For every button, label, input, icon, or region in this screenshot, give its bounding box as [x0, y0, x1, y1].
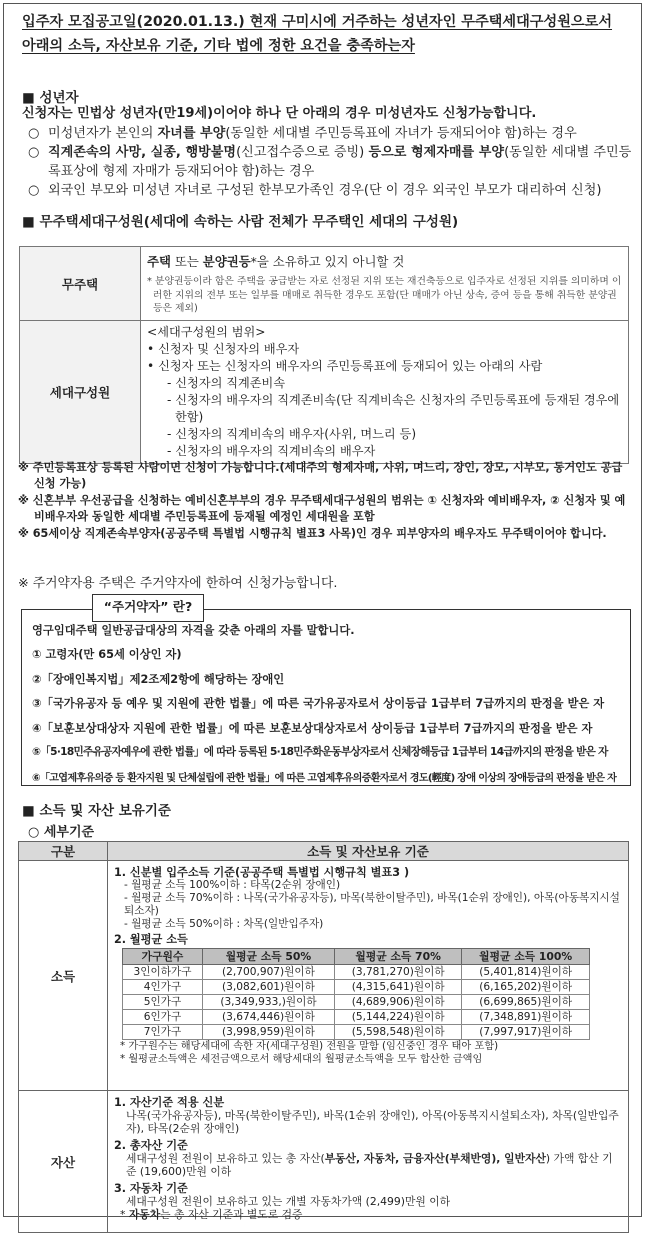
col-criteria-header: 소득 및 자산보유 기준 [108, 842, 629, 861]
eligibility-notes [18, 460, 632, 543]
nohouse-main-d: *을 소유하고 있지 아니할 것 [250, 254, 405, 269]
elderly-item: ① 고령자(만 65세 이상인 자) [32, 648, 182, 661]
income-table-cell: 7인가구 [123, 1025, 203, 1040]
nohouse-footnote: * 분양권등이라 함은 주택을 공급받는 자로 선정된 지위 또는 재건축등으로 입주자로 선정된 지위를 의미하며 이러한 지위의 전부 또는 일부를 매매로 취득한 경우도 포함(단 매매가 아닌 상속, 증여 등을 통해 취득한 분양권등은 제외) [147, 276, 622, 314]
condition-text-part: 자녀를 부양 [157, 126, 226, 141]
monthly-income-title: 2. 월평균 소득 [114, 933, 188, 946]
income-table-cell: (6,699,865)원이하 [462, 995, 590, 1010]
income-table-cell: (5,401,814)원이하 [462, 965, 590, 980]
asset-s2-c: ) 가액 합산 기준 (19,600)만원 이하 [126, 1152, 613, 1178]
circle-marker: ○ [28, 126, 40, 141]
circle-marker: ○ [28, 145, 40, 160]
income-table-header: 월평균 소득 100% [462, 949, 590, 965]
income-table-cell: (2,700,907)원이하 [202, 965, 334, 980]
asset-s2-a: 세대구성원 전원이 보유하고 있는 총 자산( [126, 1152, 325, 1165]
adult-condition-item [28, 124, 632, 143]
income-note: * 가구원수는 해당세대에 속한 자(세대구성원) 전원을 말함 (임신중인 경우 태아 포함) [120, 1041, 499, 1052]
household-scope-line: • 신청자 및 신청자의 배우자 [147, 342, 300, 356]
intro-paragraph [22, 10, 632, 58]
monthly-income-table [122, 948, 590, 1040]
income-table-cell: (6,165,202)원이하 [462, 980, 590, 995]
income-table-row [123, 995, 590, 1010]
income-criteria-line: - 월평균 소득 50%이하 : 차목(일반입주자) [124, 918, 324, 930]
condition-text-part: 외국인 부모와 미성년 자녀로 구성된 한부모가족인 경우(단 이 경우 외국인 부모가 대리하여 신청) [48, 183, 602, 198]
adult-condition-item [28, 143, 632, 181]
income-table-header: 월평균 소득 70% [334, 949, 461, 965]
income-table-cell: (3,349,933,)원이하 [202, 995, 334, 1010]
household-scope-line: - 신청자의 직계비속의 배우자(사위, 며느리 등) [167, 427, 417, 441]
nohouse-row-label: 무주택 [20, 247, 141, 321]
monthly-income-header-row [123, 949, 590, 965]
condition-text-part: (신고접수증으로 증빙) [236, 145, 369, 160]
income-table-header: 가구원수 [123, 949, 203, 965]
eligibility-note: ※ 주민등록표상 등록된 사람이면 신청이 가능합니다.(세대주의 형제자매, 사위, 며느리, 장인, 장모, 시부모, 동거인도 공급신청 가능) [18, 461, 623, 490]
elderly-item: ④「보훈보상대상자 지원에 관한 법률」에 따른 보훈보상대상자로서 상이등급 1급부터 7급까지의 판정을 받은 자 [32, 721, 593, 735]
condition-text-part: 등으로 형제자매를 부양 [368, 145, 505, 160]
income-table-cell: (3,781,270)원이하 [334, 965, 461, 980]
adult-conditions-list [28, 124, 632, 200]
income-table-row [123, 1010, 590, 1025]
eligibility-note: ※ 65세이상 직계존속부양자(공공주택 특별법 시행규칙 별표3 사목)인 경우 피부양자의 배우자도 무주택이어야 합니다. [18, 527, 607, 540]
income-table-cell: (3,674,446)원이하 [202, 1010, 334, 1025]
asset-s3-note-a: * [120, 1208, 129, 1221]
income-criteria-title: 1. 신분별 입주소득 기준(공공주택 특별법 시행규칙 별표3 ) [114, 866, 410, 879]
income-table-row [123, 965, 590, 980]
nohouse-main-a: 주택 [147, 254, 171, 269]
adult-section-header: ■ 성년자 [22, 90, 79, 106]
asset-s2-b: 부동산, 자동차, 금융자산(부채반영), 일반자산 [324, 1152, 546, 1165]
income-table-cell: (3,998,959)원이하 [202, 1025, 334, 1040]
elderly-box-lead: 영구임대주택 일반공급대상의 자격을 갖춘 아래의 자를 말합니다. [32, 624, 355, 637]
nohouse-row-content [141, 247, 629, 321]
income-criteria-line: - 월평균 소득 70%이하 : 나목(국가유공자등), 마목(북한이탈주민), 바목(1순위 장애인), 아목(아동복지시설퇴소자) [124, 892, 620, 917]
income-row-label: 소득 [19, 861, 108, 1091]
income-table-cell: (4,689,906)원이하 [334, 995, 461, 1010]
col-category-header: 구분 [19, 842, 108, 861]
asset-s3-note-b: 자동차 [128, 1208, 161, 1221]
income-table-header: 월평균 소득 50% [202, 949, 334, 965]
household-row-label: 세대구성원 [20, 321, 141, 464]
income-table-cell: 3인이하가구 [123, 965, 203, 980]
condition-text-part: (동일한 세대별 주민등록표상에 형제 자매가 등재되어야 함)하는 경우 [48, 145, 632, 179]
asset-row-content [108, 1091, 629, 1233]
asset-s2-title: 2. 총자산 기준 [114, 1139, 188, 1152]
asset-s1-body: 나목(국가유공자등), 마목(북한이탈주민), 바목(1순위 장애인), 아목(아동복지시설퇴소자), 차목(일반입주자), 타목(2순위 장애인) [126, 1109, 619, 1135]
elderly-note: ※ 주거약자용 주택은 주거약자에 한하여 신청가능합니다. [18, 576, 338, 591]
condition-text-part: 직계존속의 사망, 실종, 행방불명 [48, 145, 237, 160]
nohouse-section-header: ■ 무주택세대구성원(세대에 속하는 사람 전체가 무주택인 세대의 구성원) [22, 214, 459, 230]
adult-condition-item [28, 181, 632, 200]
asset-s1-title: 1. 자산기준 적용 신분 [114, 1096, 225, 1109]
eligibility-note: ※ 신혼부부 우선공급을 신청하는 예비신혼부부의 경우 무주택세대구성원의 범위는 ① 신청자와 예비배우자, ② 신청자 및 예비배우자와 동일한 세대별 주민등록표에 등재될 예정인 세대원을 포함 [18, 494, 626, 523]
elderly-item: ⑤「5·18민주유공자예우에 관한 법률」에 따라 등록된 5·18민주화운동부상자로서 신체장해등급 1급부터 14급까지의 판정을 받은 자 [32, 746, 608, 758]
intro-line-1: 입주자 모집공고일(2020.01.13.) 현재 구미시에 거주하는 성년자인 무주택세대구성원으로서 [22, 14, 613, 30]
elderly-item: ⑥「고엽제후유의증 등 환자지원 및 단체설립에 관한 법률」에 따른 고엽제후유의증환자로서 경도(輕度) 장애 이상의 장애등급의 판정을 받은 자 [32, 772, 617, 784]
condition-text-part: 미성년자가 본인의 [48, 126, 158, 141]
income-table-cell: (5,144,224)원이하 [334, 1010, 461, 1025]
nohouse-table [19, 246, 629, 464]
household-scope-line: - 신청자의 배우자의 직계비속의 배우자 [167, 444, 376, 458]
income-asset-table [18, 841, 629, 1233]
income-table-cell: (3,082,601)원이하 [202, 980, 334, 995]
income-notes [114, 1041, 628, 1066]
household-scope-line: - 신청자의 배우자의 직계존비속(단 직계비속은 신청자의 주민등록표에 등재된 경우에 한함) [167, 393, 620, 424]
asset-s3-note-c: 는 총 자산 기준과 별도로 검증 [160, 1208, 303, 1221]
nohouse-main-b: 또는 [170, 254, 203, 269]
income-table-cell: (4,315,641)원이하 [334, 980, 461, 995]
income-table-cell: 6인가구 [123, 1010, 203, 1025]
income-criteria-line: - 월평균 소득 100%이하 : 타목(2순위 장애인) [124, 879, 341, 891]
income-criteria-lines [114, 879, 628, 931]
income-table-cell: (7,997,917)원이하 [462, 1025, 590, 1040]
asset-row-label: 자산 [19, 1091, 108, 1233]
income-table-row [123, 1025, 590, 1040]
nohouse-main-c: 분양권등 [202, 254, 251, 269]
elderly-item: ③「국가유공자 등 예우 및 지원에 관한 법률」에 따른 국가유공자로서 상이등급 1급부터 7급까지의 판정을 받은 자 [32, 697, 605, 710]
income-table-row [123, 980, 590, 995]
income-asset-header: ■ 소득 및 자산 보유기준 [22, 803, 171, 819]
household-scope-line: <세대구성원의 범위> [147, 325, 266, 339]
adult-lead: 신청자는 민법상 성년자(만19세)이어야 하나 단 아래의 경우 미성년자도 신청가능합니다. [22, 106, 537, 121]
household-scope-line: • 신청자 또는 신청자의 배우자의 주민등록표에 등재되어 있는 아래의 사람 [147, 359, 543, 373]
nohouse-main-text [147, 253, 622, 270]
income-row-content [108, 861, 629, 1091]
intro-line-2: 아래의 소득, 자산보유 기준, 기타 법에 정한 요건을 충족하는자 [22, 38, 415, 54]
household-scope-line: - 신청자의 직계존비속 [167, 376, 286, 390]
income-table-cell: (7,348,891)원이하 [462, 1010, 590, 1025]
elderly-definition-box [21, 599, 631, 786]
income-table-cell: 5인가구 [123, 995, 203, 1010]
asset-s3-note [114, 1208, 628, 1221]
circle-marker: ○ [28, 183, 40, 198]
condition-text-part: (동일한 세대별 주민등록표에 자녀가 등재되어야 함)하는 경우 [225, 126, 577, 141]
income-table-cell: 4인가구 [123, 980, 203, 995]
detail-criteria-subheader: ○ 세부기준 [28, 825, 95, 840]
income-note: * 월평균소득액은 세전금액으로서 해당세대의 월평균소득액을 모두 합산한 금액임 [120, 1053, 483, 1065]
elderly-box-title: “주거약자” 란? [92, 594, 204, 622]
asset-s2-body [114, 1152, 628, 1178]
asset-s3-title: 3. 자동차 기준 [114, 1182, 188, 1195]
elderly-item: ②「장애인복지법」제2조제2항에 해당하는 장애인 [32, 672, 285, 686]
income-table-cell: (5,598,548)원이하 [334, 1025, 461, 1040]
asset-s3-body: 세대구성원 전원이 보유하고 있는 개별 자동차가액 (2,499)만원 이하 [126, 1195, 451, 1208]
household-row-content [141, 321, 629, 464]
